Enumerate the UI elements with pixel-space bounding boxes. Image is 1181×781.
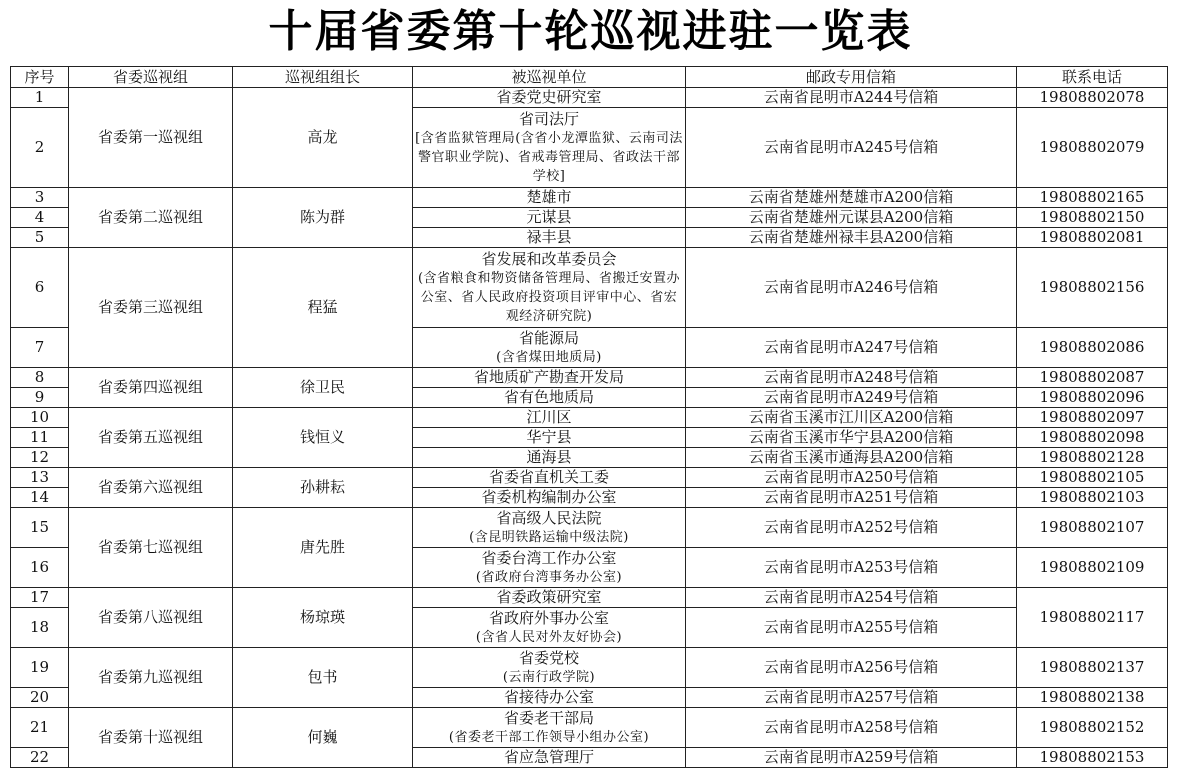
unit-name: 省委党史研究室 [496, 88, 602, 106]
row-number: 6 [11, 248, 69, 328]
mailbox: 云南省昆明市A250号信箱 [686, 468, 1017, 488]
phone: 19808802096 [1017, 388, 1168, 408]
table-row [11, 508, 1168, 548]
table-header-row [11, 67, 1168, 88]
mailbox: 云南省昆明市A246号信箱 [686, 248, 1017, 328]
phone: 19808802109 [1017, 548, 1168, 588]
unit-name: 省政府外事办公室 [488, 608, 609, 627]
row-number: 22 [11, 748, 69, 768]
row-number: 2 [11, 108, 69, 188]
unit-name: 通海县 [526, 448, 572, 466]
row-number: 13 [11, 468, 69, 488]
mailbox: 云南省昆明市A253号信箱 [686, 548, 1017, 588]
group-leader: 何巍 [233, 708, 413, 768]
unit-note: [含省监狱管理局(含省小龙潭监狱、云南司法警官职业学院)、省戒毒管理局、省政法干部学校] [415, 130, 683, 184]
unit-name: 省委党校 [518, 648, 579, 667]
phone: 19808802086 [1017, 328, 1168, 368]
phone: 19808802153 [1017, 748, 1168, 768]
header-group: 省委巡视组 [69, 67, 233, 88]
header-mailbox: 邮政专用信箱 [686, 67, 1017, 88]
row-number: 19 [11, 648, 69, 688]
inspected-unit [413, 608, 686, 648]
inspected-unit [413, 448, 686, 468]
inspected-unit [413, 428, 686, 448]
inspection-group: 省委第七巡视组 [69, 508, 233, 588]
unit-name: 省应急管理厅 [503, 748, 594, 766]
group-leader: 程猛 [233, 248, 413, 368]
header-phone: 联系电话 [1017, 67, 1168, 88]
row-number: 12 [11, 448, 69, 468]
inspected-unit [413, 508, 686, 548]
mailbox: 云南省昆明市A258号信箱 [686, 708, 1017, 748]
row-number: 10 [11, 408, 69, 428]
inspected-unit [413, 108, 686, 188]
phone: 19808802137 [1017, 648, 1168, 688]
inspected-unit [413, 588, 686, 608]
unit-name: 省能源局 [518, 328, 579, 347]
unit-note: (省委老干部工作领导小组办公室) [448, 729, 650, 745]
inspection-group: 省委第九巡视组 [69, 648, 233, 708]
row-number: 14 [11, 488, 69, 508]
mailbox: 云南省楚雄州楚雄市A200信箱 [686, 188, 1017, 208]
phone: 19808802128 [1017, 448, 1168, 468]
table-row [11, 648, 1168, 688]
phone: 19808802105 [1017, 468, 1168, 488]
inspected-unit [413, 468, 686, 488]
group-leader: 杨琼瑛 [233, 588, 413, 648]
inspected-unit [413, 548, 686, 588]
row-number: 21 [11, 708, 69, 748]
phone: 19808802097 [1017, 408, 1168, 428]
unit-name: 省委省直机关工委 [488, 468, 609, 486]
group-leader: 唐先胜 [233, 508, 413, 588]
mailbox: 云南省楚雄州禄丰县A200信箱 [686, 228, 1017, 248]
unit-name: 省发展和改革委员会 [481, 249, 617, 268]
row-number: 16 [11, 548, 69, 588]
phone: 19808802098 [1017, 428, 1168, 448]
inspected-unit [413, 208, 686, 228]
mailbox: 云南省昆明市A259号信箱 [686, 748, 1017, 768]
inspected-unit [413, 188, 686, 208]
unit-name: 楚雄市 [526, 188, 572, 206]
inspection-group: 省委第八巡视组 [69, 588, 233, 648]
mailbox: 云南省昆明市A256号信箱 [686, 648, 1017, 688]
table-row [11, 368, 1168, 388]
page-title: 十届省委第十轮巡视进驻一览表 [268, 6, 913, 57]
row-number: 4 [11, 208, 69, 228]
row-number: 20 [11, 688, 69, 708]
inspected-unit [413, 408, 686, 428]
inspection-table [10, 66, 1168, 768]
group-leader: 徐卫民 [233, 368, 413, 408]
row-number: 18 [11, 608, 69, 648]
mailbox: 云南省昆明市A244号信箱 [686, 88, 1017, 108]
unit-name: 省接待办公室 [503, 688, 594, 706]
unit-name: 禄丰县 [526, 228, 572, 246]
phone: 19808802117 [1017, 588, 1168, 648]
row-number: 15 [11, 508, 69, 548]
phone: 19808802087 [1017, 368, 1168, 388]
inspected-unit [413, 648, 686, 688]
table-row [11, 468, 1168, 488]
mailbox: 云南省昆明市A248号信箱 [686, 368, 1017, 388]
phone: 19808802138 [1017, 688, 1168, 708]
group-leader: 高龙 [233, 88, 413, 188]
row-number: 8 [11, 368, 69, 388]
inspection-group: 省委第五巡视组 [69, 408, 233, 468]
unit-name: 华宁县 [526, 428, 572, 446]
phone: 19808802156 [1017, 248, 1168, 328]
unit-name: 省委台湾工作办公室 [481, 548, 617, 567]
unit-name: 省委政策研究室 [496, 588, 602, 606]
mailbox: 云南省昆明市A254号信箱 [686, 588, 1017, 608]
unit-name: 元谋县 [526, 208, 572, 226]
unit-name: 省委机构编制办公室 [481, 488, 617, 506]
mailbox: 云南省昆明市A249号信箱 [686, 388, 1017, 408]
phone: 19808802078 [1017, 88, 1168, 108]
unit-note: (含省煤田地质局) [496, 349, 602, 365]
group-leader: 包书 [233, 648, 413, 708]
unit-name: 江川区 [526, 408, 572, 426]
table-row [11, 88, 1168, 108]
inspected-unit [413, 688, 686, 708]
table-row [11, 708, 1168, 748]
header-number: 序号 [11, 67, 69, 88]
mailbox: 云南省昆明市A255号信箱 [686, 608, 1017, 648]
inspection-group: 省委第二巡视组 [69, 188, 233, 248]
unit-name: 省高级人民法院 [496, 508, 602, 527]
group-leader: 孙耕耘 [233, 468, 413, 508]
phone: 19808802081 [1017, 228, 1168, 248]
inspected-unit [413, 228, 686, 248]
table-row [11, 188, 1168, 208]
inspected-unit [413, 248, 686, 328]
phone: 19808802150 [1017, 208, 1168, 228]
mailbox: 云南省玉溪市通海县A200信箱 [686, 448, 1017, 468]
unit-note: (含昆明铁路运输中级法院) [469, 529, 629, 545]
group-leader: 钱恒义 [233, 408, 413, 468]
inspection-group: 省委第十巡视组 [69, 708, 233, 768]
phone: 19808802165 [1017, 188, 1168, 208]
row-number: 5 [11, 228, 69, 248]
phone: 19808802079 [1017, 108, 1168, 188]
unit-note: (含省人民对外友好协会) [475, 629, 623, 645]
mailbox: 云南省昆明市A247号信箱 [686, 328, 1017, 368]
inspection-group: 省委第三巡视组 [69, 248, 233, 368]
phone: 19808802107 [1017, 508, 1168, 548]
unit-name: 省地质矿产勘查开发局 [473, 368, 624, 386]
inspection-group: 省委第四巡视组 [69, 368, 233, 408]
mailbox: 云南省昆明市A251号信箱 [686, 488, 1017, 508]
unit-name: 省有色地质局 [503, 388, 594, 406]
row-number: 3 [11, 188, 69, 208]
inspection-group: 省委第六巡视组 [69, 468, 233, 508]
unit-note: (省政府台湾事务办公室) [475, 569, 623, 585]
inspected-unit [413, 368, 686, 388]
inspected-unit [413, 708, 686, 748]
unit-name: 省司法厅 [518, 109, 579, 128]
row-number: 11 [11, 428, 69, 448]
row-number: 1 [11, 88, 69, 108]
mailbox: 云南省玉溪市华宁县A200信箱 [686, 428, 1017, 448]
mailbox: 云南省昆明市A252号信箱 [686, 508, 1017, 548]
unit-note: (云南行政学院) [502, 669, 596, 685]
table-row [11, 248, 1168, 328]
unit-name: 省委老干部局 [503, 708, 594, 727]
mailbox: 云南省楚雄州元谋县A200信箱 [686, 208, 1017, 228]
inspected-unit [413, 488, 686, 508]
row-number: 7 [11, 328, 69, 368]
inspected-unit [413, 328, 686, 368]
row-number: 9 [11, 388, 69, 408]
header-leader: 巡视组组长 [233, 67, 413, 88]
phone: 19808802152 [1017, 708, 1168, 748]
header-unit: 被巡视单位 [413, 67, 686, 88]
inspected-unit [413, 748, 686, 768]
row-number: 17 [11, 588, 69, 608]
table-row [11, 408, 1168, 428]
group-leader: 陈为群 [233, 188, 413, 248]
mailbox: 云南省昆明市A257号信箱 [686, 688, 1017, 708]
inspected-unit [413, 88, 686, 108]
mailbox: 云南省玉溪市江川区A200信箱 [686, 408, 1017, 428]
mailbox: 云南省昆明市A245号信箱 [686, 108, 1017, 188]
inspected-unit [413, 388, 686, 408]
table-row [11, 588, 1168, 608]
unit-note: (含省粮食和物资储备管理局、省搬迁安置办公室、省人民政府投资项目评审中心、省宏观经济研究院) [417, 270, 681, 324]
inspection-group: 省委第一巡视组 [69, 88, 233, 188]
phone: 19808802103 [1017, 488, 1168, 508]
